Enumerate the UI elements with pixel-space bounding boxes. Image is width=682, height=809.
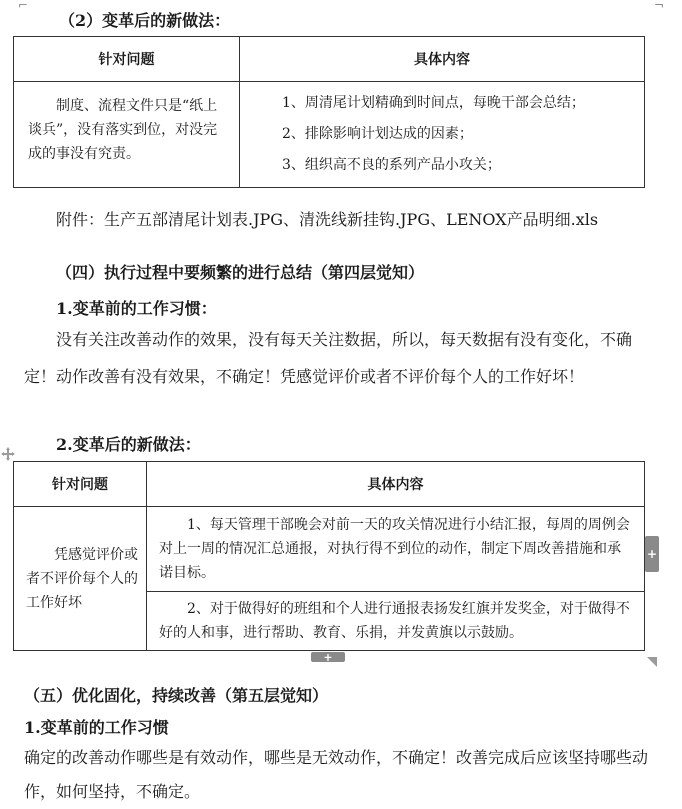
content-item: 2、排除影响计划达成的因素； — [282, 126, 473, 142]
table-header-problem: 针对问题 — [14, 37, 240, 82]
table-cell-problem — [14, 82, 240, 188]
problem-content-table-1 — [13, 36, 645, 188]
section-heading: （五）优化固化，持续改善（第五层觉知） — [24, 686, 329, 705]
table-header-content: 具体内容 — [240, 37, 645, 82]
table-cell-content — [240, 82, 645, 188]
page-corner-mark-right: ¬ — [654, 0, 665, 12]
content-item: 1、每天管理干部晚会对前一天的攻关情况进行小结汇报，每周的周例会对上一周的情况汇总通报，对执行得不到位的动作，制定下周改善措施和承诺目标。 — [159, 517, 630, 581]
add-column-handle-icon[interactable]: + — [645, 536, 659, 572]
subsection-heading: 1.变革前的工作习惯 — [24, 718, 169, 737]
content-item: 2、对于做得好的班组和个人进行通报表扬发红旗并发奖金，对于做得不好的人和事，进行帮助、教育、乐捐，并发黄旗以示鼓励。 — [159, 601, 630, 641]
add-row-handle-icon[interactable]: + — [311, 652, 345, 662]
problem-content-table-2 — [13, 461, 645, 651]
table-move-handle-icon[interactable] — [0, 446, 16, 462]
section-heading: （2）变革后的新做法： — [59, 11, 231, 30]
table-cell-content — [147, 507, 645, 592]
table-header-problem: 针对问题 — [14, 462, 147, 507]
table-cell-content — [147, 592, 645, 651]
body-paragraph: 确定的改善动作哪些是有效动作，哪些是无效动作，不确定！改善完成后应该坚持哪些动作，如何坚持，不确定。 — [24, 748, 649, 801]
table-header-content: 具体内容 — [147, 462, 645, 507]
content-item: 1、周清尾计划精确到时间点，每晚干部会总结； — [282, 95, 585, 111]
table-resize-handle-icon[interactable] — [647, 652, 657, 662]
table-cell-problem — [14, 507, 147, 651]
content-item: 3、组织高不良的系列产品小攻关； — [282, 157, 501, 173]
body-paragraph: 没有关注改善动作的效果，没有每天关注数据，所以，每天数据有没有变化，不确定！动作改善有没有效果，不确定！凭感觉评价或者不评价每个人的工作好坏！ — [24, 330, 633, 386]
section-heading: （四）执行过程中要频繁的进行总结（第四层觉知） — [56, 263, 425, 282]
problem-text: 制度、流程文件只是“纸上谈兵”，没有落实到位，对没完成的事没有究责。 — [28, 98, 218, 162]
problem-text: 凭感觉评价或者不评价每个人的工作好坏 — [26, 546, 138, 611]
subsection-heading: 2.变革后的新做法： — [56, 435, 201, 454]
attachment-line: 附件：生产五部清尾计划表.JPG、清洗线新挂钩.JPG、LENOX产品明细.xls — [56, 210, 599, 229]
subsection-heading: 1.变革前的工作习惯： — [56, 299, 217, 318]
page-corner-mark-left: ⌐ — [18, 0, 29, 12]
